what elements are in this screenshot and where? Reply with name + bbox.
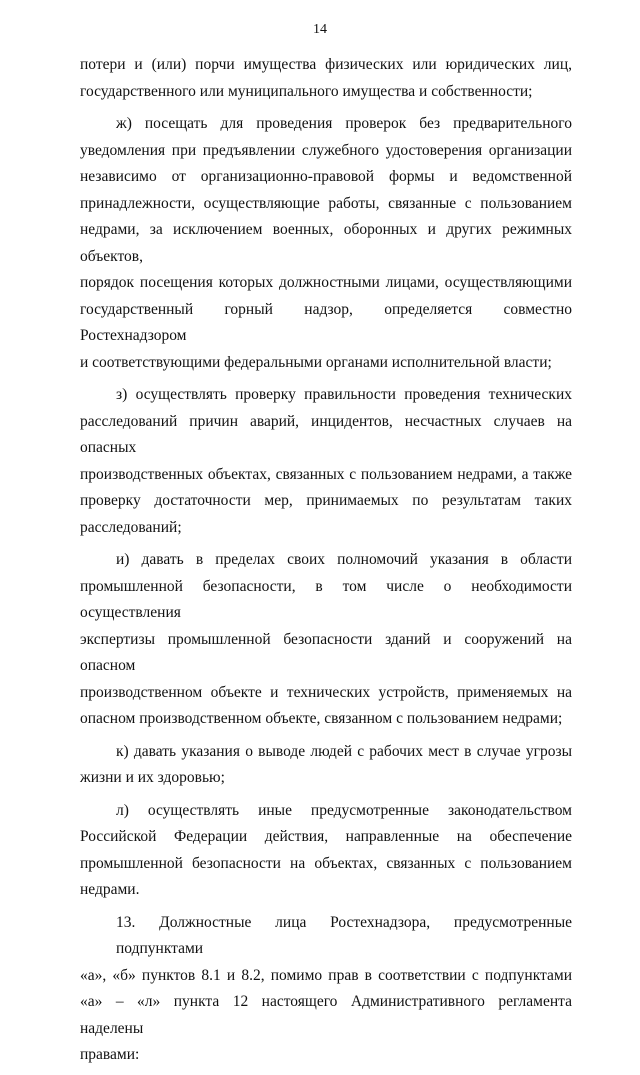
text-line: расследований причин аварий, инцидентов, несчастных случаев на опасных bbox=[80, 412, 572, 456]
text-line: принадлежности, осуществляющие работы, связанные с пользованием bbox=[80, 194, 572, 212]
text-line: Российской Федерации действия, направленные на обеспечение bbox=[80, 828, 572, 845]
text-line: к) давать указания о выводе людей с рабочих мест в случае угрозы bbox=[116, 742, 572, 760]
text-line: опасном производственном объекте, связанном с пользованием недрами; bbox=[80, 710, 563, 727]
text-line: расследований; bbox=[80, 518, 182, 536]
text-line: государственный горный надзор, определяется совместно Ростехнадзором bbox=[80, 300, 572, 344]
text-line: л) осуществлять иные предусмотренные законодательством bbox=[116, 801, 572, 819]
paragraph-subitem-k bbox=[80, 739, 572, 792]
text-line: промышленной безопасности на объектах, связанных с пользованием bbox=[80, 854, 572, 872]
text-line: порядок посещения которых должностными лицами, осуществляющими bbox=[80, 274, 572, 291]
text-line: «а», «б» пунктов 8.1 и 8.2, помимо прав в соответствии с подпунктами bbox=[80, 966, 572, 984]
text-line: государственного или муниципального имущества и собственности; bbox=[80, 82, 533, 100]
paragraph-subitem-z bbox=[80, 382, 572, 541]
document-body bbox=[80, 52, 572, 1075]
page-number: 14 bbox=[313, 22, 327, 37]
text-line: и соответствующими федеральными органами исполнительной власти; bbox=[80, 353, 552, 371]
text-line: проверку достаточности мер, принимаемых по результатам таких bbox=[80, 492, 572, 509]
paragraph-item-13 bbox=[80, 910, 572, 1069]
text-line: з) осуществлять проверку правильности проведения технических bbox=[116, 386, 572, 403]
text-line: уведомления при предъявлении служебного удостоверения организации bbox=[80, 141, 572, 159]
text-line: производственном объекте и технических устройств, применяемых на bbox=[80, 683, 572, 701]
text-line: независимо от организационно-правовой формы и ведомственной bbox=[80, 168, 572, 185]
paragraph-subitem-i bbox=[80, 547, 572, 733]
paragraph-subitem-zh bbox=[80, 111, 572, 376]
text-line: 13. Должностные лица Ростехнадзора, предусмотренные подпунктами bbox=[116, 913, 572, 957]
text-line: потери и (или) порчи имущества физических или юридических лиц, bbox=[80, 56, 572, 73]
paragraph-subitem-l bbox=[80, 798, 572, 904]
text-line: экспертизы промышленной безопасности зданий и сооружений на опасном bbox=[80, 630, 572, 674]
text-line: недрами. bbox=[80, 881, 140, 898]
text-line: производственных объектах, связанных с пользованием недрами, а также bbox=[80, 465, 572, 483]
text-line: ж) посещать для проведения проверок без предварительного bbox=[116, 115, 572, 132]
text-line: жизни и их здоровью; bbox=[80, 769, 225, 786]
text-line: промышленной безопасности, в том числе о необходимости осуществления bbox=[80, 577, 572, 621]
paragraph-continuation bbox=[80, 52, 572, 105]
text-line: «а» – «л» пункта 12 настоящего Административного регламента наделены bbox=[80, 993, 572, 1037]
text-line: правами: bbox=[80, 1046, 140, 1063]
text-line: и) давать в пределах своих полномочий указания в области bbox=[116, 551, 572, 568]
text-line: недрами, за исключением военных, оборонных и других режимных объектов, bbox=[80, 221, 572, 265]
